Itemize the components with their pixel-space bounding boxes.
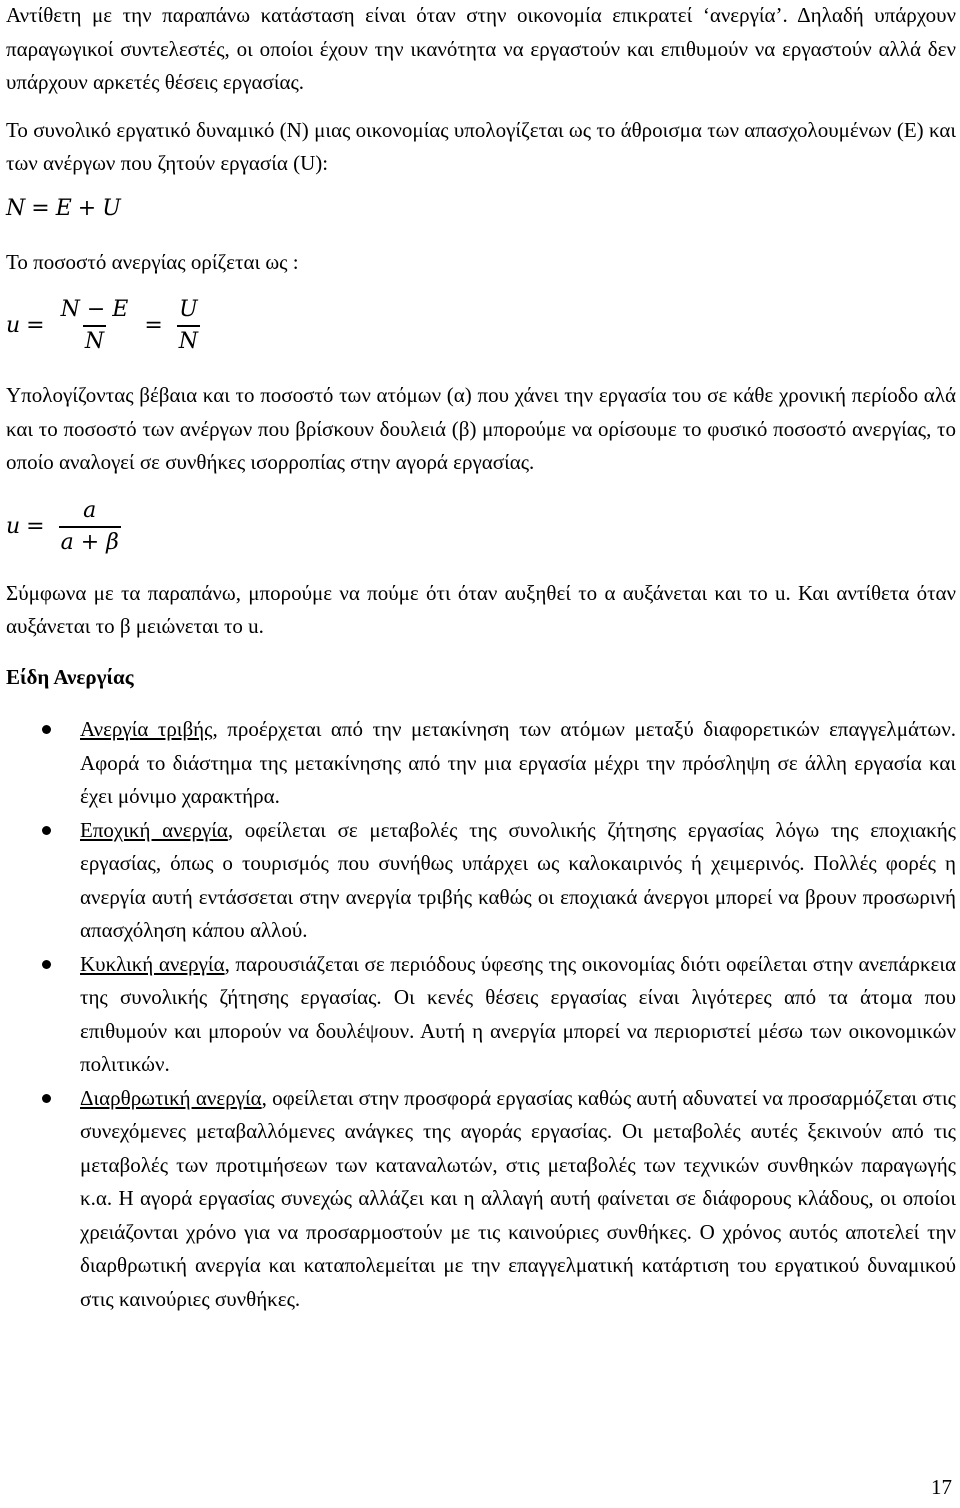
formula-symbol: E [55,195,72,221]
formula-symbol: = [31,195,50,221]
list-item-text: , οφείλεται σε μεταβολές της συνολικής ζήτησης εργασίας λόγω της εποχιακής εργασίας, όπως ο τουρισμός που συνήθως υπάρχει ως καλοκαιρινός ή χειμερινός. Πολλές φορές η ανεργία αυτή εντάσσεται στην ανεργία τριβής καθώς οι εποχιακά άνεργοι μπορεί να βρουν προσωρινή απασχόληση κάπου αλλού. [80,817,956,942]
document-page [6,0,956,1316]
fraction-numerator: U [179,297,198,322]
formula-symbol: = [26,513,45,539]
paragraph-rate-definition: Το ποσοστό ανεργίας ορίζεται ως : [6,249,299,274]
formula-symbol: u [6,513,21,539]
fraction-denominator: N [177,325,200,357]
formula-symbol: U [102,195,121,221]
paragraph-natural-rate: Υπολογίζοντας βέβαια και το ποσοστό των ατόμων (α) που χάνει την εργασία του σε κάθε χρονική περίοδο αλά και το ποσοστό των ανέργων που βρίσκουν δουλειά (β) μπορούμε να ορίσουμε το φυσικό ποσοστό ανεργίας, το οποίο αναλογεί σε συνθήκες ισορροπίας στην αγορά εργασίας. [6,383,956,474]
list-item [6,1082,956,1317]
fraction-numerator: a [83,497,97,523]
bullet-icon [42,826,51,835]
formula-symbol: = [26,313,45,339]
page-number: 17 [931,1474,952,1499]
formula-fraction [59,496,121,558]
formula-symbol: N [6,195,26,221]
unemployment-types-list [6,713,956,1316]
formula-symbol: u [6,313,21,339]
section-heading: Είδη Ανεργίας [6,664,134,689]
bullet-icon [42,1094,51,1103]
paragraph-unemployment-intro: Αντίθετη με την παραπάνω κατάσταση είναι όταν στην οικονομία επικρατεί ‘ανεργία’. Δηλαδή υπάρχουν παραγωγικοί συντελεστές, οι οποίοι έχουν την ικανότητα να εργαστούν και επιθυμούν να εργαστούν αλλά δεν υπάρχουν αρκετές θέσεις εργασίας. [6,3,956,94]
list-item [6,713,956,814]
bullet-icon [42,725,51,734]
list-item-term: Κυκλική ανεργία [80,951,225,976]
formula-symbol: + [77,195,97,221]
formula-natural-rate [6,494,956,560]
list-item-term: Διαρθρωτική ανεργία [80,1085,262,1110]
fraction-denominator: a + β [59,526,121,558]
list-item-text: , οφείλεται στην προσφορά εργασίας καθώς αυτή αδυνατεί να προσαρμόζεται στις συνεχόμενες μεταβαλλόμενες ανάγκες της αγοράς εργασίας. Οι μεταβολές αυτές ξεκινούν από τις μεταβολές των προτιμήσεων των καταναλωτών, στις μεταβολές των τεχνικών συνθηκών παραγωγής κ.α. Η αγορά εργασίας συνεχώς αλλάζει και η αλλαγή αυτή φαίνεται σε διάφορους κλάδους, οι οποίοι χρειάζονται χρόνο για να προσαρμοστούν με τις καινούριες συνθήκες. Ο χρόνος αυτός αποτελεί την διαρθρωτική ανεργία και καταπολεμείται με την επαγγελματική κατάρτιση του εργατικού δυναμικού στις καινούριες συνθήκες. [80,1085,956,1311]
list-item [6,948,956,1082]
fraction-numerator: N − E [60,297,129,322]
list-item-term: Εποχική ανεργία [80,817,228,842]
fraction-denominator: N [83,325,106,357]
bullet-icon [42,960,51,969]
formula-unemployment-rate [6,293,956,359]
formula-symbol: = [144,313,163,339]
formula-fraction [177,295,200,357]
list-item-text: , παρουσιάζεται σε περιόδους ύφεσης της οικονομίας διότι οφείλεται στην ανεπάρκεια της συνολικής ζήτησης εργασίας. Οι κενές θέσεις εργασίας είναι λιγότερες από τα άτομα που επιθυμούν και μπορούν να δουλέψουν. Αυτή η ανεργία μπορεί να περιοριστεί μέσω των οικονομικών πολιτικών. [80,951,956,1076]
formula-fraction [59,295,131,357]
formula-labor-force [6,187,956,231]
list-item-text: , προέρχεται από την μετακίνηση των ατόμων μεταξύ διαφορετικών επαγγελμάτων. Αφορά το διάστημα της μετακίνησης από την μια εργασία μέχρι την πρόσληψη σε άλλη εργασία και έχει μόνιμο χαρακτήρα. [80,717,956,808]
list-item-term: Ανεργία τριβής [80,717,213,741]
paragraph-conclusion: Σύμφωνα με τα παραπάνω, μπορούμε να πούμε ότι όταν αυξηθεί το α αυξάνεται και το u. Και αντίθετα όταν αυξάνεται το β μειώνεται το u. [6,580,956,638]
paragraph-labor-force: Το συνολικό εργατικό δυναμικό (Ν) μιας οικονομίας υπολογίζεται ως το άθροισμα των απασχολουμένων (Ε) και των ανέργων που ζητούν εργασία (U): [6,117,956,175]
list-item [6,814,956,948]
